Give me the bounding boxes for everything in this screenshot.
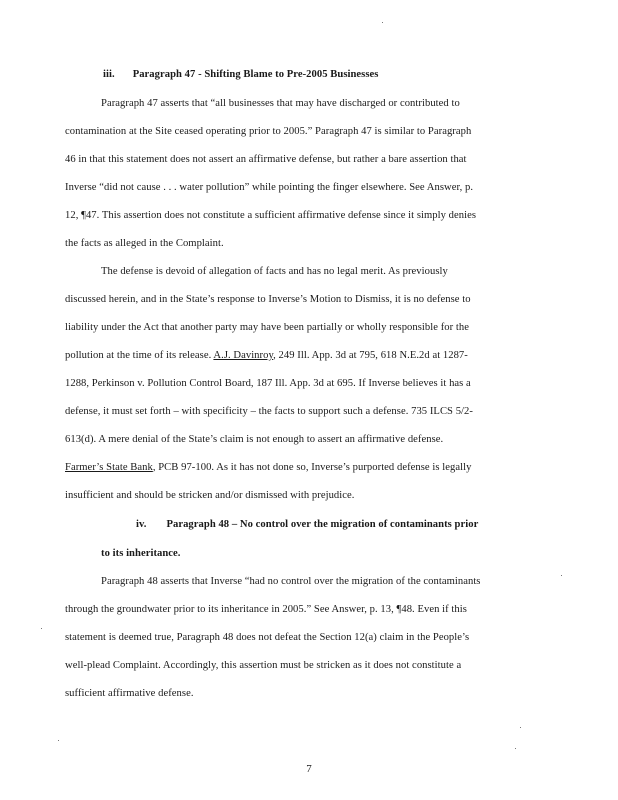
paragraph-2-line-6: defense, it must set forth – with specificity – the facts to support such a defense. 735 ILCS 5/2- bbox=[65, 406, 473, 417]
section-iii-numeral: iii. bbox=[103, 69, 115, 80]
paragraph-2-line-4-rest: , 249 Ill. App. 3d at 795, 618 N.E.2d at 1287- bbox=[273, 350, 468, 361]
paragraph-3-line-2: through the groundwater prior to its inheritance in 2005.” See Answer, p. 13, ¶48. Even if this bbox=[65, 604, 467, 615]
paragraph-3-line-5: sufficient affirmative defense. bbox=[65, 688, 194, 699]
section-iii-heading bbox=[103, 68, 378, 82]
paragraph-3-line-3: statement is deemed true, Paragraph 48 does not defeat the Section 12(a) claim in the People’s bbox=[65, 632, 470, 643]
scan-speck bbox=[58, 740, 59, 741]
paragraph-1-line-5: 12, ¶47. This assertion does not constitute a sufficient affirmative defense since it simply denies bbox=[65, 210, 477, 221]
paragraph-2-line-9: insufficient and should be stricken and/or dismissed with prejudice. bbox=[65, 490, 355, 501]
section-iv-title-line-1: Paragraph 48 – No control over the migration of contaminants prior bbox=[166, 519, 479, 530]
scan-speck bbox=[41, 628, 42, 629]
page-number: 7 bbox=[306, 763, 312, 775]
paragraph-2-line-5: 1288, Perkinson v. Pollution Control Board, 187 Ill. App. 3d at 695. If Inverse believes it has a bbox=[65, 378, 471, 389]
section-iv-heading bbox=[136, 518, 478, 532]
paragraph-2-line-4 bbox=[65, 349, 468, 363]
paragraph-3-line-1: Paragraph 48 asserts that Inverse “had no control over the migration of the contaminants bbox=[101, 576, 481, 587]
paragraph-1-line-1: Paragraph 47 asserts that “all businesses that may have discharged or contributed to bbox=[101, 98, 460, 109]
paragraph-1-line-3: 46 in that this statement does not assert an affirmative defense, but rather a bare assertion that bbox=[65, 154, 467, 165]
paragraph-2-line-8 bbox=[65, 461, 471, 475]
paragraph-2-line-7: 613(d). A mere denial of the State’s claim is not enough to assert an affirmative defense. bbox=[65, 434, 444, 445]
section-iv-title-line-2: to its inheritance. bbox=[101, 548, 181, 559]
section-iv-numeral: iv. bbox=[136, 519, 147, 530]
case-citation-farmers-state-bank: Farmer’s State Bank bbox=[65, 462, 153, 473]
case-citation-davinroy: A.J. Davinroy bbox=[213, 350, 274, 361]
paragraph-1-line-4: Inverse “did not cause . . . water pollution” while pointing the finger elsewhere. See Answer, p. bbox=[65, 182, 474, 193]
scan-speck bbox=[515, 748, 516, 749]
paragraph-3-line-4: well-plead Complaint. Accordingly, this assertion must be stricken as it does not constitute a bbox=[65, 660, 462, 671]
paragraph-2-line-8-rest: , PCB 97-100. As it has not done so, Inverse’s purported defense is legally bbox=[152, 462, 472, 473]
scan-speck bbox=[561, 575, 562, 576]
paragraph-2-line-4-text: pollution at the time of its release. bbox=[65, 350, 214, 361]
scan-speck bbox=[382, 22, 383, 23]
paragraph-2-line-2: discussed herein, and in the State’s response to Inverse’s Motion to Dismiss, it is no defense to bbox=[65, 294, 471, 305]
section-iii-title: Paragraph 47 - Shifting Blame to Pre-2005 Businesses bbox=[132, 69, 379, 80]
paragraph-1-line-2: contamination at the Site ceased operating prior to 2005.” Paragraph 47 is similar to Paragraph bbox=[65, 126, 472, 137]
paragraph-2-line-1: The defense is devoid of allegation of facts and has no legal merit. As previously bbox=[101, 266, 448, 277]
paragraph-2-line-3: liability under the Act that another party may have been partially or wholly responsible for the bbox=[65, 322, 470, 333]
paragraph-1-line-6: the facts as alleged in the Complaint. bbox=[65, 238, 224, 249]
scan-speck bbox=[520, 727, 521, 728]
